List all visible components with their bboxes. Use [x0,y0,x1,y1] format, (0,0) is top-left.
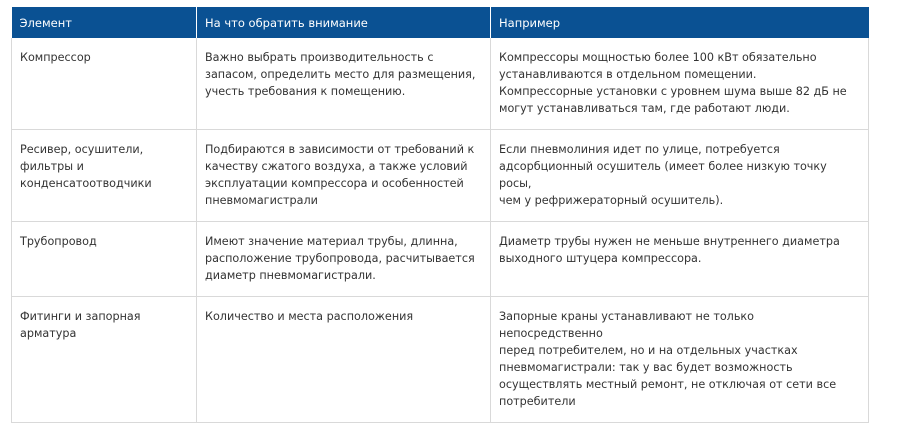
cell-line: перед потребителем, но и на отдельных участках [499,344,798,357]
cell-attention [197,222,491,297]
cell-example [491,38,869,130]
cell-line: арматура [20,327,77,340]
table-row [12,297,869,423]
cell-line: Компрессоры мощностью более 100 кВт обязательно [499,51,817,64]
cell-line: адсорбционный осушитель (имеет более низкую точку росы, [499,160,827,190]
cell-line: Компрессорные установки с уровнем шума выше 82 дБ не [499,85,847,98]
header-attention: На что обратить внимание [197,7,491,38]
cell-line: выходного штуцера компрессора. [499,252,702,265]
table-row [12,38,869,130]
cell-line: чем у рефрижераторный осушитель). [499,194,724,207]
cell-line: могут устанавливаться там, где работают люди. [499,102,790,115]
cell-line: Запорные краны устанавливают не только непосредственно [499,310,755,340]
cell-line: Имеют значение материал трубы, длинна, [205,235,458,248]
cell-line: расположение трубопровода, расчитывается [205,252,475,265]
cell-example [491,222,869,297]
cell-line: Важно выбрать производительность с [205,51,434,64]
cell-line: пневмомагистрали [205,194,318,207]
table-header [12,7,869,38]
cell-line: качеству сжатого воздуха, а также условий [205,160,468,173]
comparison-table-wrapper [11,7,868,423]
cell-line: диаметр пневмомагистрали. [205,269,376,282]
cell-element [12,130,197,222]
cell-line: конденсатоотводчики [20,177,152,190]
header-row [12,7,869,38]
table-body [12,38,869,423]
cell-line: потребители [499,395,576,408]
cell-line: Ресивер, осушители, [20,143,144,156]
cell-line: Фитинги и запорная [20,310,141,323]
cell-attention [197,130,491,222]
cell-line: запасом, определить место для размещения, [205,68,476,81]
cell-example [491,130,869,222]
comparison-table [11,7,869,423]
cell-line: Компрессор [20,51,91,64]
cell-line: Количество и места расположения [205,310,414,323]
cell-line: Трубопровод [20,235,97,248]
cell-element [12,222,197,297]
cell-line: устанавливаются в отдельном помещении. [499,68,757,81]
cell-line: эксплуатации компрессора и особенностей [205,177,464,190]
cell-element [12,297,197,423]
cell-line: фильтры и [20,160,84,173]
cell-line: Если пневмолиния идет по улице, потребуется [499,143,780,156]
header-element: Элемент [12,7,197,38]
table-row [12,130,869,222]
cell-line: учесть требования к помещению. [205,85,406,98]
cell-line: пневмомагистрали: так у вас будет возможность [499,361,793,374]
cell-attention [197,38,491,130]
cell-example [491,297,869,423]
table-row [12,222,869,297]
cell-element [12,38,197,130]
header-example: Например [491,7,869,38]
cell-line: осуществлять местный ремонт, не отключая от сети все [499,378,837,391]
cell-attention [197,297,491,423]
cell-line: Диаметр трубы нужен не меньше внутреннего диаметра [499,235,840,248]
cell-line: Подбираются в зависимости от требований к [205,143,475,156]
